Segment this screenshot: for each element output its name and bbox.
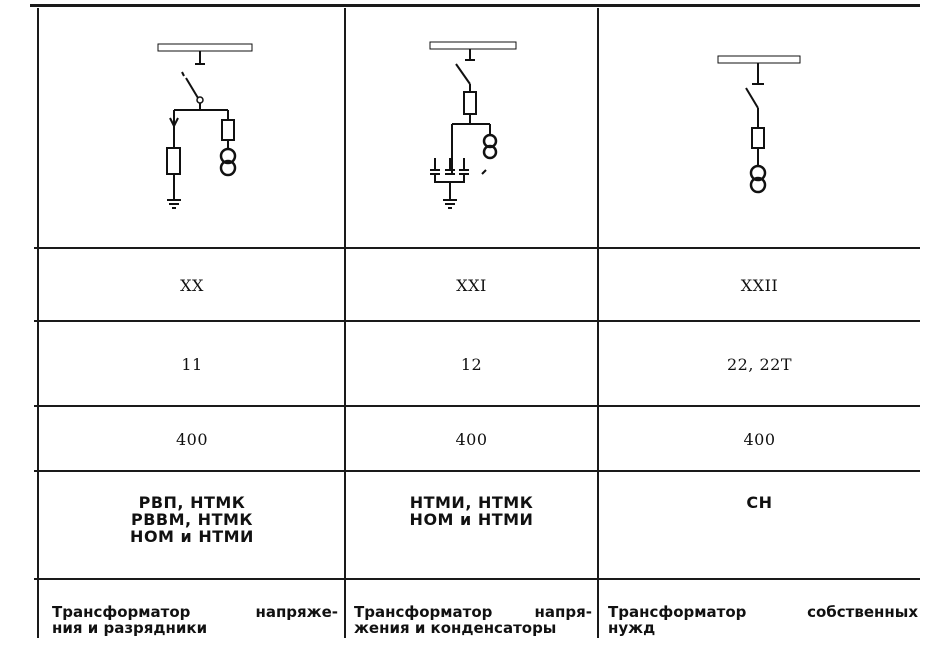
scheme-number-col-2: XXI bbox=[456, 275, 487, 295]
voltage-transformer-and-arrester-scheme-icon bbox=[150, 40, 260, 220]
rated-current-col-2: 400 bbox=[455, 429, 488, 449]
row-rule-3 bbox=[34, 405, 920, 407]
type-number-col-2: 12 bbox=[460, 354, 483, 374]
voltage-transformer-and-capacitor-scheme-icon bbox=[418, 34, 528, 219]
rated-current-col-1: 400 bbox=[175, 429, 209, 449]
top-rule bbox=[30, 4, 920, 7]
equipment-col-2: НТМИ, НТМК НОМ и НТМИ bbox=[409, 493, 534, 529]
purpose-col-2: Трансформатор напря- жения и конденсаторы bbox=[354, 603, 592, 637]
equipment-col-3: СН bbox=[746, 493, 773, 512]
row-rule-4 bbox=[34, 470, 920, 472]
row-rule-5 bbox=[34, 578, 920, 580]
equipment-col-1: РВП, НТМК РВВМ, НТМК НОМ и НТМИ bbox=[130, 493, 254, 546]
col-rule-left bbox=[37, 8, 39, 638]
row-rule-2 bbox=[34, 320, 920, 322]
auxiliary-transformer-scheme-icon bbox=[708, 48, 808, 208]
type-number-col-3: 22, 22Т bbox=[726, 354, 793, 374]
purpose-col-3: Трансформатор собственных нужд bbox=[608, 603, 918, 637]
purpose-col-1: Трансформатор напряже- ния и разрядники bbox=[52, 603, 338, 637]
type-number-col-1: 11 bbox=[181, 354, 203, 374]
rated-current-col-3: 400 bbox=[743, 429, 776, 449]
scheme-number-col-3: XXII bbox=[740, 275, 779, 295]
row-rule-1 bbox=[34, 247, 920, 249]
scheme-number-col-1: XX bbox=[180, 275, 204, 295]
